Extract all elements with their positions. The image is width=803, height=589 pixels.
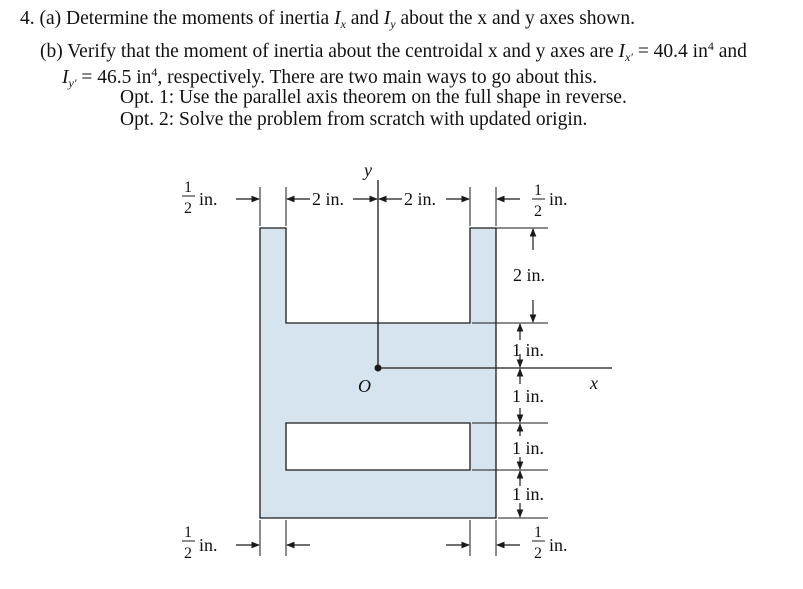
sub-y-prime: y′ [68, 76, 77, 90]
bottom-extension-lines [260, 520, 496, 556]
part-b-and: and [713, 41, 747, 62]
symbol-I: I [62, 67, 69, 88]
part-b-val1: = 40.4 in [632, 41, 708, 62]
symbol-I: I [618, 41, 625, 62]
bottom-right-frac-den: 2 [534, 545, 542, 562]
part-b-tail: , respectively. There are two main ways to go about this. [157, 67, 598, 88]
top-left-unit: in. [199, 189, 218, 209]
origin-point [375, 365, 382, 372]
right-dim-1in-b: 1 in. [512, 386, 545, 406]
bottom-left-unit: in. [199, 535, 218, 555]
option-2: Opt. 2: Solve the problem from scratch with updated origin. [120, 109, 588, 130]
y-axis-label: y [364, 160, 372, 180]
exp-4: 4 [151, 65, 158, 79]
exp-4: 4 [707, 39, 714, 53]
top-right-frac-num: 1 [534, 182, 542, 199]
right-dim-1in-d: 1 in. [512, 484, 545, 504]
part-b-lead: (b) Verify that the moment of inertia about the centroidal x and y axes are [40, 41, 619, 62]
top-right-frac-den: 2 [534, 203, 542, 220]
sub-x-prime: x′ [624, 50, 633, 64]
bottom-right-frac-num: 1 [534, 524, 542, 541]
part-a-and: and [345, 8, 384, 29]
bottom-right-unit: in. [549, 535, 568, 555]
part-a-tail: about the x and y axes shown. [395, 8, 635, 29]
option-1: Opt. 1: Use the parallel axis theorem on the full shape in reverse. [120, 87, 627, 108]
problem-number: 4. [20, 8, 35, 29]
bottom-left-frac-den: 2 [184, 545, 192, 562]
symbol-I: I [383, 8, 391, 29]
part-a-lead: (a) Determine the moments of inertia [39, 8, 335, 29]
origin-label: O [358, 376, 371, 396]
sub-x: x [340, 17, 346, 31]
top-left-frac-den: 2 [184, 200, 192, 217]
top-mid-left-label: 2 in. [312, 189, 345, 209]
right-dim-2in: 2 in. [513, 265, 546, 285]
top-mid-right-label: 2 in. [404, 189, 437, 209]
sub-y: y [390, 17, 396, 31]
bottom-left-frac-num: 1 [184, 524, 192, 541]
part-b-val2: = 46.5 in [76, 67, 152, 88]
top-right-unit: in. [549, 189, 568, 209]
top-left-frac-num: 1 [184, 179, 192, 196]
right-dim-1in-a: 1 in. [512, 340, 545, 360]
right-dim-1in-c: 1 in. [512, 438, 545, 458]
symbol-I: I [334, 8, 341, 29]
x-axis-label: x [590, 373, 598, 393]
